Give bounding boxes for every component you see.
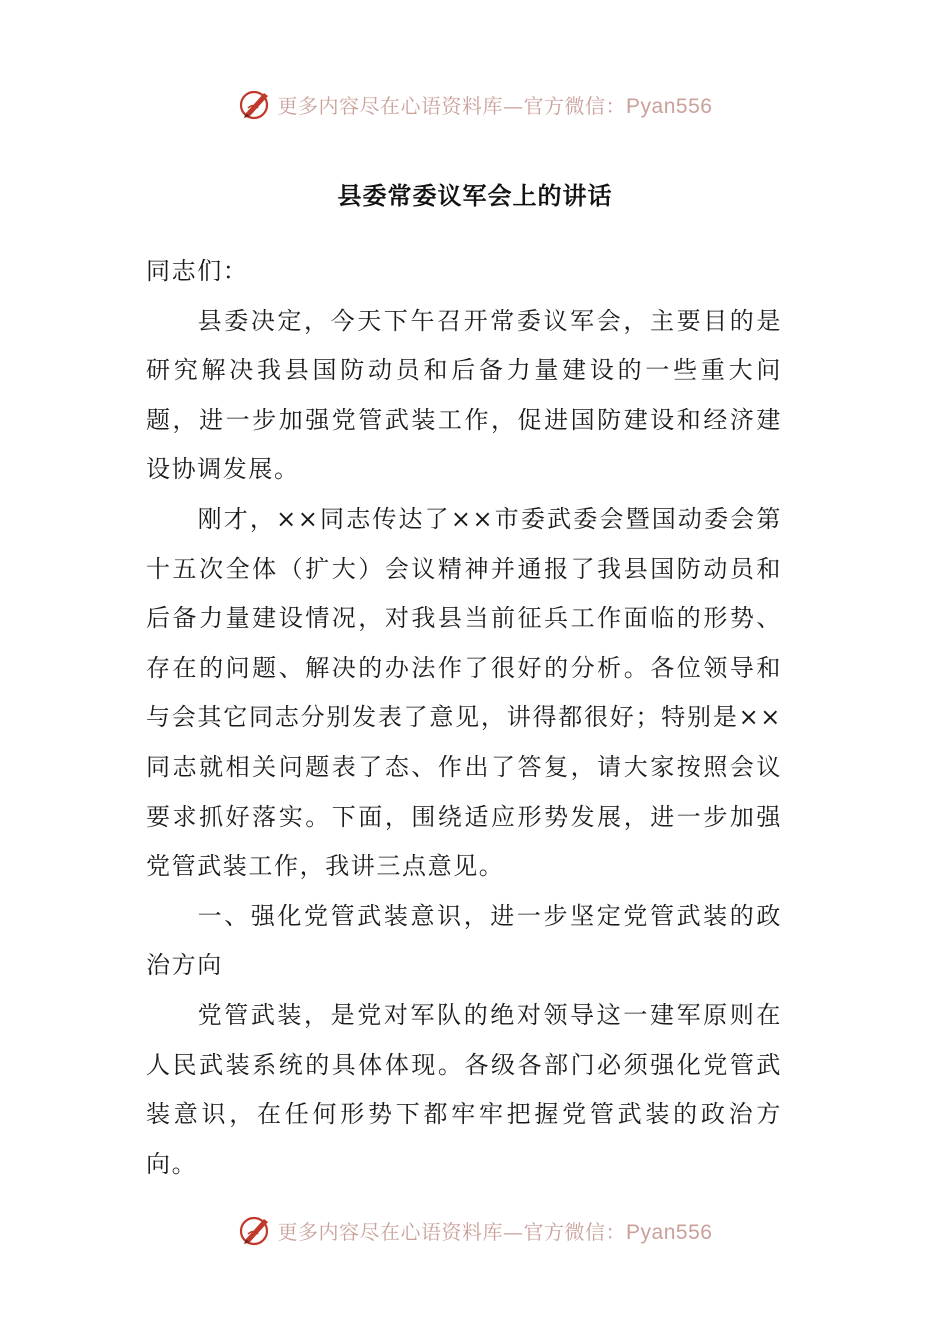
document-body (146, 247, 782, 1189)
pen-logo-icon (238, 86, 274, 122)
section-heading: 一、强化党管武装意识，进一步坚定党管武装的政治方向 (146, 901, 782, 980)
footer-wechat-id: Pyan556 (626, 1220, 713, 1244)
paragraph: 党管武装，是党对军队的绝对领导这一建军原则在人民武装系统的具体体现。各级各部门必须强化党管武装意识，在任何形势下都牢牢把握党管武装的政治方向。 (146, 1000, 782, 1178)
salutation: 同志们： (146, 257, 249, 285)
footer-banner-text: 更多内容尽在心语资料库—官方微信：Pyan556 (277, 1219, 713, 1244)
header-banner-text: 更多内容尽在心语资料库—官方微信：Pyan556 (277, 93, 713, 118)
footer-watermark-banner (0, 1208, 950, 1252)
document-title: 县委常委议军会上的讲话 (337, 182, 613, 210)
pen-logo-icon (238, 1212, 274, 1248)
header-wechat-id: Pyan556 (626, 94, 713, 118)
paragraph: 县委决定，今天下午召开常委议军会，主要目的是研究解决我县国防动员和后备力量建设的一些重大问题，进一步加强党管武装工作，促进国防建设和经济建设协调发展。 (146, 306, 782, 484)
paragraph: 刚才，××同志传达了××市委武委会暨国动委会第十五次全体（扩大）会议精神并通报了我县国防动员和后备力量建设情况，对我县当前征兵工作面临的形势、存在的问题、解决的办法作了很好的分析。各位领导和与会其它同志分别发表了意见，讲得都很好；特别是××同志就相关问题表了态、作出了答复，请大家按照会议要求抓好落实。下面，围绕适应形势发展，进一步加强党管武装工作，我讲三点意见。 (146, 504, 782, 881)
header-watermark-banner (0, 82, 950, 126)
